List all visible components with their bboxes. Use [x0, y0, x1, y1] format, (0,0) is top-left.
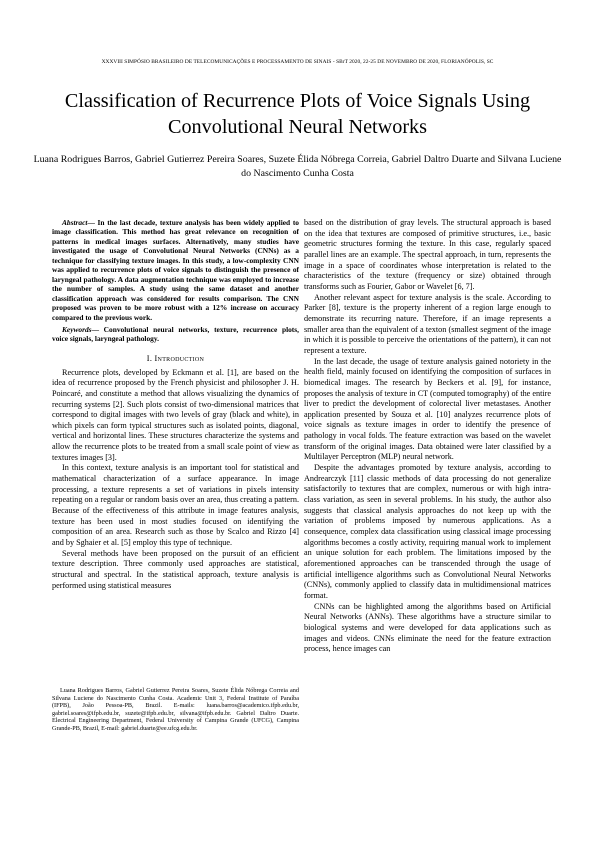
author-list: Luana Rodrigues Barros, Gabriel Gutierrez Pereira Soares, Suzete Élida Nóbrega Correia, Gabriel Daltro Duarte and Silvana Luciene do Nascimento Cunha Costa [33, 154, 562, 179]
section-heading-introduction [52, 354, 299, 365]
paragraph: CNNs can be highlighted among the algorithms based on Artificial Neural Networks (ANNs). These algorithms have a structure similar to biological systems and were developed for data applications such as images and videos. CNNs eliminate the need for the feature extraction process, hence images can [304, 601, 551, 654]
abstract [52, 218, 299, 322]
left-column [52, 218, 299, 591]
keywords-text: — Convolutional neural networks, texture, recurrence plots, voice signals, laryngeal pathology. [52, 324, 299, 344]
abstract-text: — In the last decade, texture analysis has been widely applied to image classification. This method has great relevance on recognition of patterns in medical images surfaces. Alternatively, many studies have investigated the usage of Convolutional Neural Networks (CNNs) as a technique for classifying texture images. In this study, a low-complexity CNN was applied to recurrence plots of voice signals to distinguish the presence of laryngeal pathology. A data augmentation technique was employed to increase the number of samples. A study using the same dataset and another classification approach was considered for results comparison. The CNN proposed was proven to be more robust with a 12% increase on accuracy compared to the previous work. [52, 218, 299, 322]
paragraph: based on the distribution of gray levels. The structural approach is based on the idea that textures are composed of primitive structures, i.e., basic geometric structures forming the texture. In this case, regularly spaced parallel lines are an example. The spectral approach, in turn, represents the image in a space of coordinates whose interpretation is related to the characteristics of the texture (frequency or size) obtained through transforms such as Fourier, Gabor or Wavelet [6, 7]. [304, 218, 551, 291]
conference-header: XXXVIII SIMPÓSIO BRASILEIRO DE TELECOMUNICAÇÕES E PROCESSAMENTO DE SINAIS - SBrT 2020, 22-25 DE NOVEMBRO DE 2020, FLORIANÓPOLIS, SC [101, 59, 494, 65]
paragraph: Another relevant aspect for texture analysis is the scale. According to Parker [8], texture is the property inherent of a region large enough to demonstrate its recurring nature. Therefore, if an image represents a smaller area than the equivalent of a texton (smallest segment of the image in which it is possible to perceive the orientations of the pattern), it can not represent a texture. [304, 292, 551, 355]
paragraph: In this context, texture analysis is an important tool for statistical and mathematical characterization of a surface appearance. In image processing, a texture represents a set of variations in pixels intensity repeating on a regular or random basis over an area, thus creating a pattern. Because of the effectiveness of this attribute in image features analysis, texture has been used in most studies focused on identifying the composition of an area. Research such as those by Scalco and Rizzo [4] and by Sghaier et al. [5] employ this type of technique. [52, 463, 299, 548]
paragraph: Several methods have been proposed on the pursuit of an efficient texture description. Three commonly used approaches are statistical, structural and spectral. In the statistical approach, texture analysis is performed using statistical measures [52, 548, 299, 590]
keywords-label: Keywords [62, 324, 92, 334]
paragraph: Despite the advantages promoted by texture analysis, according to Andrearczyk [11] classic methods of data processing do not generalize satisfactorily to textures that are complex, numerous or with high intra-class variation, as seen in several problems. In his study, the author also suggests that classical analysis approaches do not keep up with the variation of problems imposed by numerous applications. As a consequence, complex data classification using classical image processing algorithms becomes a costly activity, requiring manual work to implement an unique solution for each problem. The limitations imposed by the aforementioned approaches can be transcended through the usage of artificial intelligence algorithms such as Convolutional Neural Networks (CNNs), commonly applied to classify data in multidimensional matrices format. [304, 463, 551, 600]
abstract-label: Abstract [62, 218, 88, 227]
paragraph: In the last decade, the usage of texture analysis gained notoriety in the health field, mainly focused on identifying the composition of surfaces in biomedical images. The research by Beckers et al. [9], for instance, proposes the analysis of texture in CT (computed tomography) of the entire liver to predict the development of colorectal liver metastases. Another application presented by Souza et al. [10] analyzes recurrence plots of voice signals as texture images in order to identify the presence of pathology in vocal folds. The feature extraction was based on the wavelet transform of the original images. Data obtained were later classified by a Multilayer Perceptron (MLP) neural network. [304, 356, 552, 462]
section-number: I. [146, 353, 153, 363]
paper-title: Classification of Recurrence Plots of Voice Signals Using Convolutional Neural Networks [64, 90, 531, 138]
author-affiliation-footnote: Luana Rodrigues Barros, Gabriel Gutierrez Pereira Soares, Suzete Élida Nóbrega Correia and Silvana Luciene do Nascimento Cunha Costa. Academic Unit 3, Federal Institute of Paraíba (IFPB), João Pessoa-PB, Brazil. E-mails: luana.barros@academico.ifpb.edu.br, gabriel.soares@ifpb.edu.br, suzete@ifpb.edu.br, silvana@ifpb.edu.br. Gabriel Daltro Duarte. Electrical Engineering Department, Federal University of Campina Grande (UFCG), Campina Grande-PB, Brazil, E-mail: gabriel.duarte@ee.ufcg.edu.br. [52, 687, 299, 732]
keywords [52, 325, 299, 344]
section-title: Introduction [154, 353, 205, 363]
paragraph: Recurrence plots, developed by Eckmann et al. [1], are based on the idea of recurrence proposed by the French physicist and philosopher J. H. Poincaré, and constitute a method that allows visualizing the dynamics of recurring systems [2]. Such plots consist of two-dimensional matrices that correspond to digital images with two levels of gray (black and white), in which pixels can form typical structures such as isolated points, diagonal, vertical and horizontal lines. These structures characterize the systems and allow the recurrence plots to be treated from a small scale point of view as textures images [3]. [52, 367, 299, 462]
right-column [304, 218, 551, 655]
